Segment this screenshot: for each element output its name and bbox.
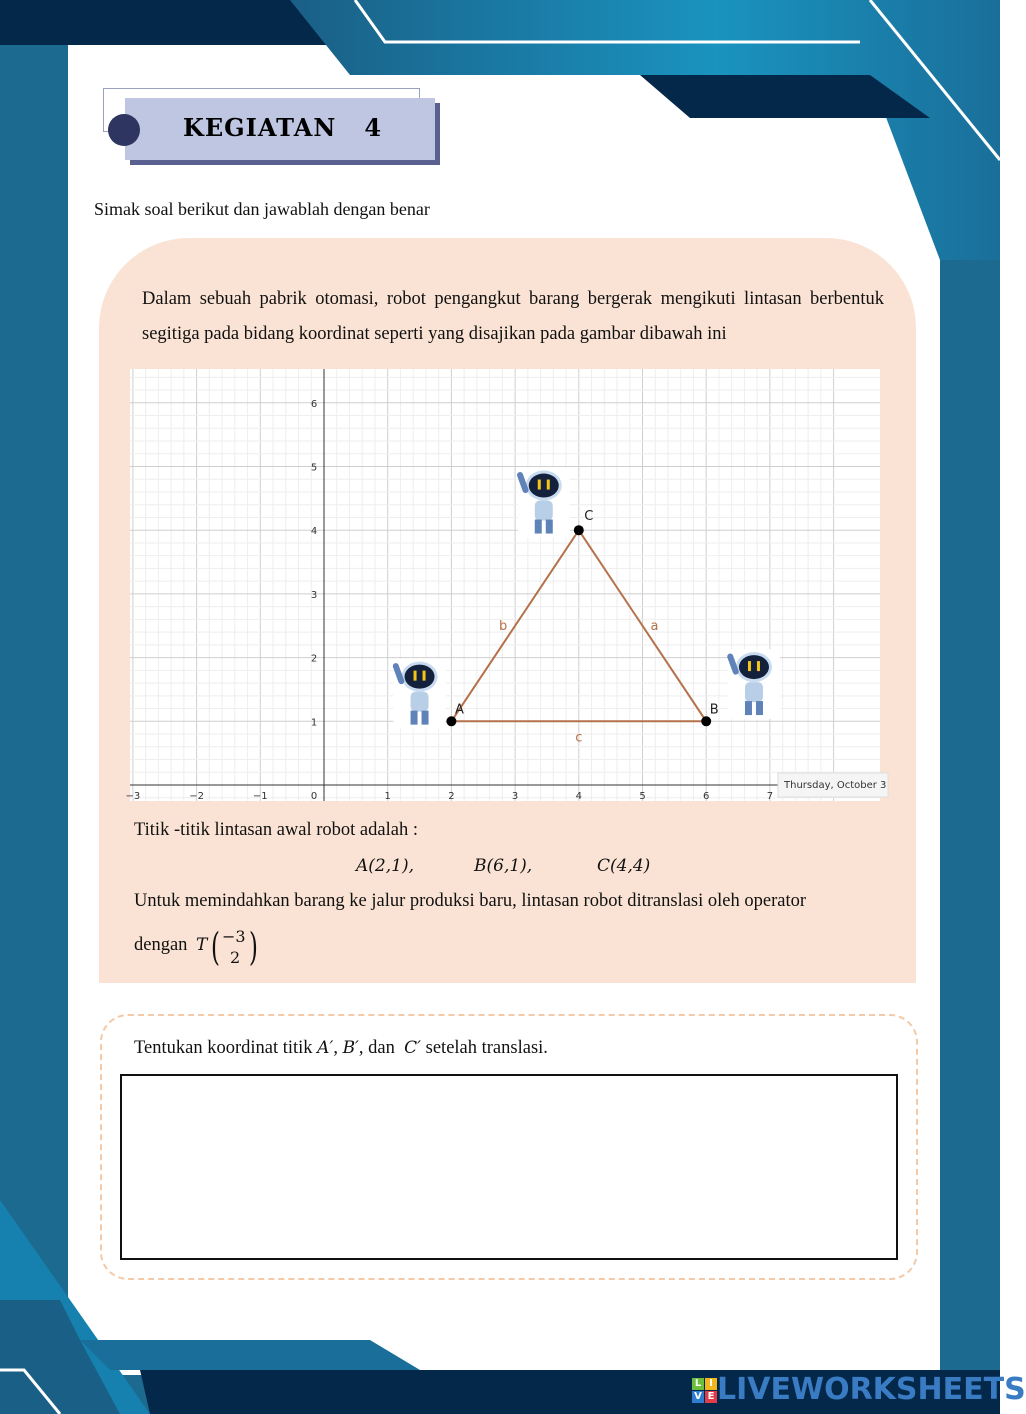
vertex-B: [701, 716, 711, 726]
question-post: setelah translasi.: [421, 1038, 548, 1058]
c-prime: C′: [404, 1038, 422, 1058]
sep: , dan: [358, 1038, 405, 1058]
vertex-label-B: B: [709, 702, 719, 718]
question-pre: Tentukan koordinat titik: [134, 1038, 318, 1058]
points-intro: Titik -titik lintasan awal robot adalah :: [134, 820, 418, 840]
side-label-a: a: [650, 618, 659, 634]
x-tick-label: 3: [511, 791, 519, 802]
robot-icon: [516, 468, 570, 538]
y-tick-label: 1: [310, 717, 318, 729]
vector-paren-right: ): [248, 925, 258, 969]
sep: ,: [333, 1038, 343, 1058]
x-tick-label: 4: [575, 791, 582, 802]
y-tick-label: 6: [310, 398, 318, 410]
point-a: A(2,1),: [356, 856, 414, 876]
translation-text: Untuk memindahkan barang ke jalur produksi baru, lintasan robot ditranslasi oleh operator: [134, 891, 806, 911]
vertex-A: [446, 716, 456, 726]
robot-icon: [392, 659, 446, 729]
y-tick-label: 3: [310, 589, 318, 601]
page-title: KEGIATAN 4: [183, 113, 383, 142]
x-tick-label: 5: [639, 791, 646, 802]
x-tick-label: −3: [125, 791, 141, 802]
side-label-c: c: [575, 730, 583, 746]
x-tick-label: −2: [189, 791, 204, 802]
vector-x: −3: [222, 927, 246, 946]
side-label-b: b: [498, 618, 508, 634]
translation-symbol: T: [196, 935, 208, 955]
title-bullet-icon: [108, 114, 140, 146]
liveworksheets-logo: [692, 1372, 1026, 1408]
question-text: [134, 1038, 548, 1059]
logo-text: LIVEWORKSHEETS: [717, 1372, 1026, 1407]
a-prime: A′: [317, 1038, 334, 1058]
translation-label: dengan: [134, 935, 188, 955]
point-c: C(4,4): [597, 856, 651, 876]
logo-mark-icon: L I V E: [692, 1378, 717, 1403]
vertex-label-C: C: [584, 509, 594, 525]
b-prime: B′: [342, 1038, 359, 1058]
coordinate-graph: [125, 369, 887, 802]
problem-paragraph: Dalam sebuah pabrik otomasi, robot pengangkut barang bergerak mengikuti lintasan berbentuk segitiga pada bidang koordinat seperti yang disajikan pada gambar dibawah ini: [142, 289, 884, 344]
answer-input[interactable]: [120, 1074, 898, 1260]
x-tick-label: 6: [703, 791, 710, 802]
x-tick-label: 7: [766, 791, 774, 802]
tooltip-text: Thursday, October 3: [784, 780, 887, 791]
y-tick-label: 4: [310, 526, 318, 538]
robot-icon: [726, 649, 780, 719]
instruction-text: Simak soal berikut dan jawablah dengan benar: [94, 199, 430, 219]
vector-y: 2: [230, 948, 241, 967]
x-tick-label: 1: [384, 791, 391, 802]
vertex-C: [574, 525, 584, 535]
x-tick-label: 0: [310, 791, 318, 802]
x-tick-label: −1: [252, 791, 268, 802]
graph-background: [130, 369, 880, 801]
point-b: B(6,1),: [474, 856, 533, 876]
y-tick-label: 2: [310, 653, 318, 665]
x-tick-label: 2: [448, 791, 455, 802]
y-tick-label: 5: [310, 462, 318, 474]
vector-paren-left: (: [210, 925, 220, 969]
vertex-label-A: A: [454, 702, 464, 718]
